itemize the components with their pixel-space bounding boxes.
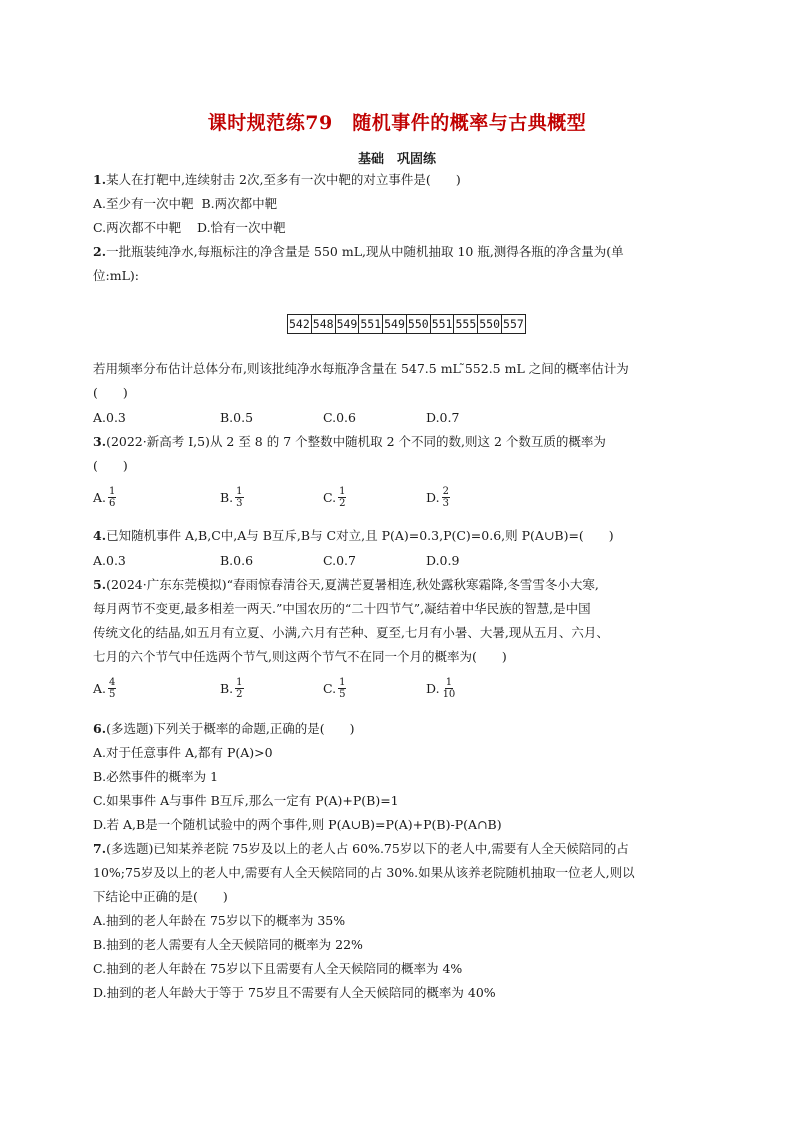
option-b: B.必然事件的概率为 1 [93, 769, 219, 784]
fraction [108, 677, 116, 700]
question-2-line3: 若用频率分布估计总体分布,则该批纯净水每瓶净含量在 547.5 mL ̃552.5 mL 之间的概率估计为 [93, 361, 629, 376]
option-label: A. [93, 490, 107, 505]
option-label: D. [426, 681, 440, 696]
option-c: C.两次都不中靶 [93, 220, 182, 235]
option-b: B.0.5 [220, 410, 254, 425]
table-cell: 549 [383, 315, 407, 334]
denominator: 10 [442, 689, 456, 700]
denominator: 2 [236, 689, 243, 700]
fraction [338, 486, 346, 509]
option-b [220, 677, 244, 700]
question-number: 3. [93, 434, 107, 449]
denominator: 6 [109, 498, 116, 509]
question-3-line2: ( ) [93, 458, 128, 473]
numerator: 1 [339, 486, 346, 497]
numerator: 1 [339, 677, 346, 688]
option-label: B. [220, 681, 234, 696]
question-text: (多选题)下列关于概率的命题,正确的是( ) [106, 721, 355, 736]
question-text: 某人在打靶中,连续射击 2次,至多有一次中靶的对立事件是( ) [106, 172, 461, 187]
option-a [93, 677, 116, 700]
denominator: 5 [339, 689, 346, 700]
question-1-options-row1 [93, 196, 277, 212]
question-7-line3: 下结论中正确的是( ) [93, 889, 228, 904]
question-5-line4: 七月的六个节气中任选两个节气,则这两个节气不在同一个月的概率为( ) [93, 649, 507, 664]
option-d: D.恰有一次中靶 [197, 220, 286, 235]
question-number: 4. [93, 528, 107, 543]
option-label: C. [323, 490, 337, 505]
question-2-line4: ( ) [93, 385, 128, 400]
option-d: D.抽到的老人年龄大于等于 75岁且不需要有人全天候陪同的概率为 40% [93, 985, 496, 1000]
table-row [288, 315, 526, 334]
fraction [108, 486, 116, 509]
numerator: 1 [236, 486, 243, 497]
fraction [442, 677, 457, 700]
option-c: C.如果事件 A与事件 B互斥,那么一定有 P(A)+P(B)=1 [93, 793, 399, 808]
question-text: (2024·广东东莞模拟)“春雨惊春清谷天,夏满芒夏暑相连,秋处露秋寒霜降,冬雪雪冬小大寒, [106, 577, 599, 592]
section-heading: 基础 巩固练 [357, 152, 436, 167]
table-cell: 557 [502, 315, 526, 334]
numerator: 1 [109, 486, 116, 497]
option-a: A.0.3 [93, 553, 126, 568]
option-d: D.0.7 [426, 410, 460, 425]
question-7 [93, 841, 629, 857]
option-label: D. [426, 490, 440, 505]
option-a: A.至少有一次中靶 [93, 196, 194, 211]
question-2-line2: 位:mL): [93, 268, 139, 283]
denominator: 5 [109, 689, 116, 700]
table-cell: 551 [430, 315, 454, 334]
numerator: 2 [442, 486, 449, 497]
question-number: 7. [93, 841, 107, 856]
question-3 [93, 434, 606, 450]
option-a [93, 486, 116, 509]
question-text: (2022·新高考 Ⅰ,5)从 2 至 8 的 7 个整数中随机取 2 个不同的数,则这 2 个数互质的概率为 [106, 434, 606, 449]
option-d [426, 486, 450, 509]
question-6 [93, 721, 355, 737]
question-text: (多选题)已知某养老院 75岁及以上的老人占 60%.75岁以下的老人中,需要有人全天候陪同的占 [106, 841, 629, 856]
numerator: 1 [236, 677, 243, 688]
option-d [426, 677, 456, 700]
table-cell: 550 [406, 315, 430, 334]
question-5-options [93, 677, 613, 703]
table-cell: 548 [311, 315, 335, 334]
question-5 [93, 577, 599, 593]
numerator: 1 [445, 677, 453, 688]
fraction [338, 677, 346, 700]
option-d: D.若 A,B是一个随机试验中的两个事件,则 P(A∪B)=P(A)+P(B)-P(A∩B) [93, 817, 502, 832]
table-cell: 550 [478, 315, 502, 334]
question-4 [93, 528, 614, 544]
option-a: A.0.3 [93, 410, 126, 425]
option-label: B. [220, 490, 234, 505]
question-5-line2: 每月两节不变更,最多相差一两天.”中国农历的“二十四节气”,凝结着中华民族的智慧,是中国 [93, 601, 591, 616]
question-number: 2. [93, 244, 107, 259]
question-number: 5. [93, 577, 107, 592]
fraction [235, 486, 243, 509]
fraction [442, 486, 450, 509]
numerator: 4 [109, 677, 116, 688]
option-c [323, 486, 346, 509]
denominator: 3 [236, 498, 243, 509]
option-b [220, 486, 244, 509]
question-text: 已知随机事件 A,B,C中,A与 B互斥,B与 C对立,且 P(A)=0.3,P(C)=0.6,则 P(A∪B)=( ) [106, 528, 614, 543]
option-c: C.0.6 [323, 410, 356, 425]
table-cell: 551 [359, 315, 383, 334]
option-a: A.对于任意事件 A,都有 P(A)>0 [93, 745, 273, 760]
question-number: 1. [93, 172, 107, 187]
option-a: A.抽到的老人年龄在 75岁以下的概率为 35% [93, 913, 346, 928]
option-label: A. [93, 681, 107, 696]
question-2-options [93, 410, 613, 426]
question-1 [93, 172, 461, 188]
table-cell: 542 [288, 315, 312, 334]
fraction [235, 677, 243, 700]
question-7-line2: 10%;75岁及以上的老人中,需要有人全天候陪同的占 30%.如果从该养老院随机抽取一位老人,则以 [93, 865, 635, 880]
question-4-options [93, 553, 613, 569]
denominator: 3 [442, 498, 449, 509]
option-c: C.0.7 [323, 553, 356, 568]
option-d: D.0.9 [426, 553, 460, 568]
option-b: B.0.6 [220, 553, 254, 568]
option-b: B.抽到的老人需要有人全天候陪同的概率为 22% [93, 937, 363, 952]
measurement-table [287, 314, 526, 334]
option-label: C. [323, 681, 337, 696]
question-5-line3: 传统文化的结晶,如五月有立夏、小满,六月有芒种、夏至,七月有小暑、大暑,现从五月、六月、 [93, 625, 609, 640]
table-cell: 555 [454, 315, 478, 334]
denominator: 2 [339, 498, 346, 509]
page-title: 课时规范练79 随机事件的概率与古典概型 [207, 112, 587, 134]
option-c [323, 677, 346, 700]
question-text: 一批瓶装纯净水,每瓶标注的净含量是 550 mL,现从中随机抽取 10 瓶,测得各瓶的净含量为(单 [106, 244, 624, 259]
question-1-options-row2 [93, 220, 286, 236]
table-cell: 549 [335, 315, 359, 334]
question-2 [93, 244, 624, 260]
option-c: C.抽到的老人年龄在 75岁以下且需要有人全天候陪同的概率为 4% [93, 961, 463, 976]
question-3-options [93, 486, 613, 512]
option-b: B.两次都中靶 [201, 196, 278, 211]
question-number: 6. [93, 721, 107, 736]
